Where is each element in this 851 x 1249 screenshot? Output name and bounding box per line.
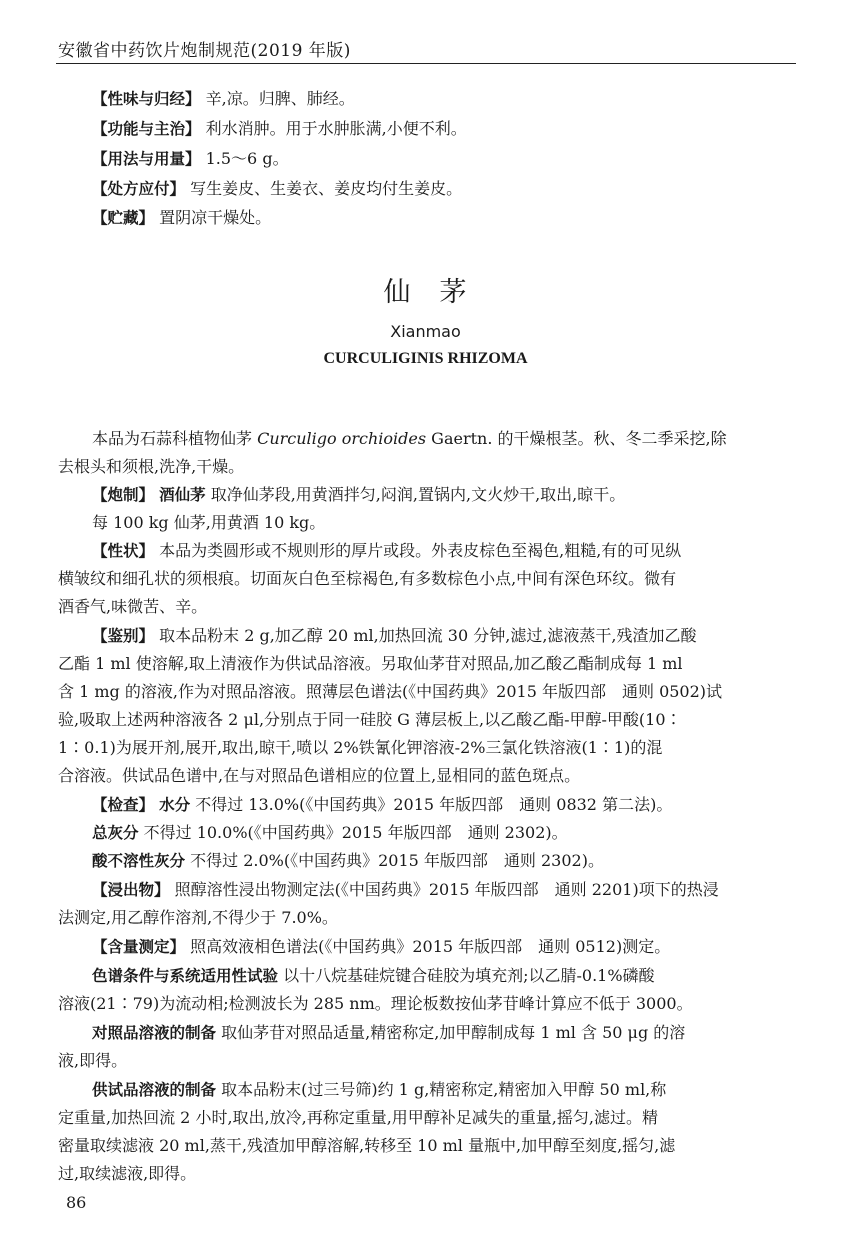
section-label: 【功能与主治】 bbox=[92, 120, 201, 138]
section-text: 以十八烷基硅烷键合硅胶为填充剂;以乙腈-0.1%磷酸 bbox=[283, 966, 655, 985]
section-text: 辛,凉。归脾、肺经。 bbox=[205, 89, 355, 108]
section-text: 照高效液相色谱法(《中国药典》2015 年版四部 通则 0512)测定。 bbox=[190, 937, 671, 956]
section-label: 【浸出物】 bbox=[92, 881, 170, 899]
species-name: Curculigo orchioides bbox=[257, 429, 427, 448]
assay-line: 密量取续滤液 20 ml,蒸干,残渣加甲醇溶解,转移至 10 ml 量瓶中,加甲醇至刻度,摇匀,滤 bbox=[58, 1136, 676, 1155]
section-text: 取净仙茅段,用黄酒拌匀,闷润,置锅内,文火炒干,取出,晾干。 bbox=[210, 485, 626, 504]
header-rule bbox=[56, 63, 796, 64]
section-text: 利水消肿。用于水肿胀满,小便不利。 bbox=[205, 119, 467, 138]
intro-text: 本品为石蒜科植物仙茅 bbox=[92, 429, 258, 448]
section-label: 【性味与归经】 bbox=[92, 90, 201, 108]
assay-line: 过,取续滤液,即得。 bbox=[58, 1164, 197, 1183]
assay-line bbox=[92, 965, 798, 987]
description-line: 横皱纹和细孔状的须根痕。切面灰白色至棕褐色,有多数棕色小点,中间有深色环纹。微有 bbox=[58, 569, 677, 588]
subsection-label: 总灰分 bbox=[92, 824, 139, 842]
section-text: 本品为类圆形或不规则形的厚片或段。外表皮棕色至褐色,粗糙,有的可见纵 bbox=[159, 541, 682, 560]
assay-line: 定重量,加热回流 2 小时,取出,放冷,再称定重量,用甲醇补足减失的重量,摇匀,滤过。精 bbox=[58, 1108, 658, 1127]
intro-line: 去根头和须根,洗净,干燥。 bbox=[58, 457, 245, 476]
section-label: 【处方应付】 bbox=[92, 180, 186, 198]
section-text: 写生姜皮、生姜衣、姜皮均付生姜皮。 bbox=[190, 179, 463, 198]
section-text: 取本品粉末(过三号筛)约 1 g,精密称定,精密加入甲醇 50 ml,称 bbox=[221, 1080, 667, 1099]
extract-line bbox=[92, 879, 798, 901]
function-line bbox=[92, 118, 798, 140]
subsection-label: 酒仙茅 bbox=[159, 486, 206, 504]
assay-line: 液,即得。 bbox=[58, 1051, 128, 1070]
extract-line: 法测定,用乙醇作溶剂,不得少于 7.0%。 bbox=[58, 908, 338, 927]
assay-line: 溶液(21∶79)为流动相;检测波长为 285 nm。理论板数按仙茅苷峰计算应不低于 3000。 bbox=[58, 994, 693, 1013]
section-text: 1.5～6 g。 bbox=[205, 149, 289, 168]
section-text: 不得过 13.0%(《中国药典》2015 年版四部 通则 0832 第二法)。 bbox=[195, 795, 673, 814]
section-label: 【用法与用量】 bbox=[92, 150, 201, 168]
description-line: 酒香气,味微苦、辛。 bbox=[58, 597, 208, 616]
section-label: 【鉴别】 bbox=[92, 627, 155, 645]
running-header: 安徽省中药饮片炮制规范(2019 年版) bbox=[58, 41, 351, 61]
subsection-label: 对照品溶液的制备 bbox=[92, 1024, 217, 1042]
processing-line: 每 100 kg 仙茅,用黄酒 10 kg。 bbox=[92, 513, 326, 532]
section-text: 不得过 2.0%(《中国药典》2015 年版四部 通则 2302)。 bbox=[190, 851, 604, 870]
entry-latin-name: CURCULIGINIS RHIZOMA bbox=[323, 350, 528, 367]
subsection-label: 色谱条件与系统适用性试验 bbox=[92, 967, 279, 985]
identification-line: 合溶液。供试品色谱中,在与对照品色谱相应的位置上,显相同的蓝色斑点。 bbox=[58, 766, 581, 785]
section-label: 【炮制】 bbox=[92, 486, 155, 504]
section-label: 【贮藏】 bbox=[92, 209, 155, 227]
inspection-line bbox=[92, 794, 798, 816]
property-line bbox=[92, 88, 798, 110]
section-text: 取本品粉末 2 g,加乙醇 20 ml,加热回流 30 分钟,滤过,滤液蒸干,残渣加乙酸 bbox=[159, 626, 697, 645]
intro-line bbox=[92, 428, 798, 450]
dosage-line bbox=[92, 148, 798, 170]
subsection-label: 酸不溶性灰分 bbox=[92, 852, 186, 870]
section-label: 【检查】 bbox=[92, 796, 155, 814]
identification-line: 乙酯 1 ml 使溶解,取上清液作为供试品溶液。另取仙茅苷对照品,加乙酸乙酯制成每 1 ml bbox=[58, 654, 683, 673]
section-text: 置阴凉干燥处。 bbox=[159, 208, 272, 227]
subsection-label: 水分 bbox=[159, 796, 191, 814]
identification-line: 验,吸取上述两种溶液各 2 μl,分别点于同一硅胶 G 薄层板上,以乙酸乙酯-甲醇-甲酸(10∶ bbox=[58, 710, 682, 729]
assay-line bbox=[92, 1022, 798, 1044]
entry-title: 仙 茅 bbox=[383, 277, 468, 308]
section-text: 不得过 10.0%(《中国药典》2015 年版四部 通则 2302)。 bbox=[143, 823, 568, 842]
prescription-line bbox=[92, 178, 798, 200]
processing-line bbox=[92, 484, 798, 506]
storage-line bbox=[92, 207, 798, 229]
identification-line: 1∶0.1)为展开剂,展开,取出,晾干,喷以 2%铁氰化钾溶液-2%三氯化铁溶液(1∶1)的混 bbox=[58, 738, 663, 757]
section-label: 【性状】 bbox=[92, 542, 155, 560]
section-label: 【含量测定】 bbox=[92, 938, 186, 956]
inspection-line bbox=[92, 850, 798, 872]
inspection-line bbox=[92, 822, 798, 844]
entry-pinyin: Xianmao bbox=[390, 322, 461, 341]
identification-line: 含 1 mg 的溶液,作为对照品溶液。照薄层色谱法(《中国药典》2015 年版四部 通则 0502)试 bbox=[58, 682, 723, 701]
section-text: 照醇溶性浸出物测定法(《中国药典》2015 年版四部 通则 2201)项下的热浸 bbox=[174, 880, 719, 899]
identification-line bbox=[92, 625, 798, 647]
assay-line bbox=[92, 1079, 798, 1101]
subsection-label: 供试品溶液的制备 bbox=[92, 1081, 217, 1099]
description-line bbox=[92, 540, 798, 562]
intro-text: Gaertn. 的干燥根茎。秋、冬二季采挖,除 bbox=[426, 429, 727, 448]
page-number: 86 bbox=[66, 1193, 87, 1212]
assay-line bbox=[92, 936, 798, 958]
section-text: 取仙茅苷对照品适量,精密称定,加甲醇制成每 1 ml 含 50 μg 的溶 bbox=[221, 1023, 686, 1042]
